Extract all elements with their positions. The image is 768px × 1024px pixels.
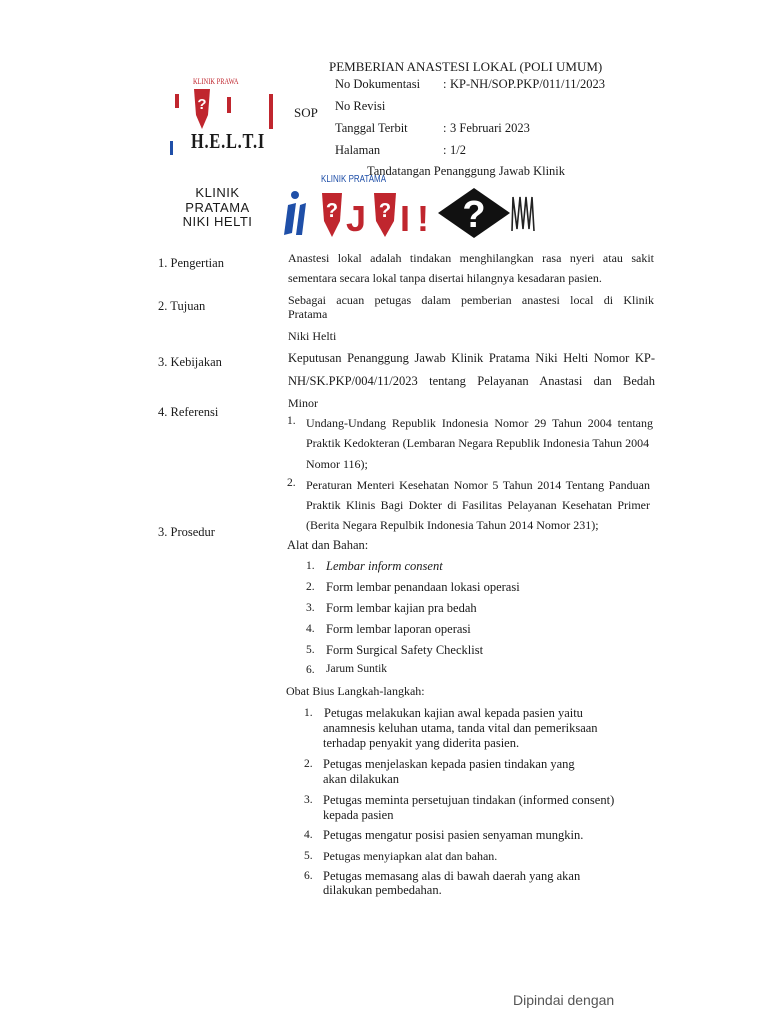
clinic-name-line2: PRATAMA xyxy=(185,200,250,215)
section-label-tujuan: 2. Tujuan xyxy=(158,299,206,313)
langkah-num-4: 4. xyxy=(304,829,313,841)
meta-label-tanggal-terbit: Tanggal Terbit xyxy=(335,121,408,135)
alat-num-4: 4. xyxy=(306,623,315,635)
logo-figure-icon xyxy=(191,87,213,131)
alat-num-1: 1. xyxy=(306,560,315,572)
logo-bar xyxy=(269,94,273,129)
svg-text:?: ? xyxy=(462,194,486,236)
langkah-4-line1: Petugas mengatur posisi pasien senyaman mungkin. xyxy=(323,828,584,842)
clinic-stamp-signature xyxy=(282,185,542,241)
langkah-2-line1: Petugas menjelaskan kepada pasien tindakan yang xyxy=(323,757,575,771)
alat-num-3: 3. xyxy=(306,602,315,614)
tujuan-line2: Pratama xyxy=(288,307,328,321)
kebijakan-line3: Minor xyxy=(288,396,318,410)
langkah-num-1: 1. xyxy=(304,707,313,719)
referensi-1-line2: Praktik Kedokteran (Lembaran Negara Republik Indonesia Tahun 2004 xyxy=(306,436,650,450)
tujuan-line3: Niki Helti xyxy=(288,329,337,343)
clinic-name-line3: NIKI HELTI xyxy=(182,214,253,229)
referensi-2-line1: Peraturan Menteri Kesehatan Nomor 5 Tahun 2014 Tentang Panduan xyxy=(306,478,650,492)
alat-item-5: Form Surgical Safety Checklist xyxy=(326,643,484,657)
section-label-referensi: 4. Referensi xyxy=(158,405,219,419)
langkah-2-line2: akan dilakukan xyxy=(323,772,400,786)
referensi-2-line2: Praktik Klinis Bagi Dokter di Fasilitas Pelayanan Kesehatan Primer xyxy=(306,498,650,512)
section-label-pengertian: 1. Pengertian xyxy=(158,256,224,270)
svg-text:!: ! xyxy=(417,198,429,239)
clinic-logo xyxy=(165,72,280,162)
referensi-num-2: 2. xyxy=(287,477,296,489)
pengertian-line2: sementara secara lokal tanpa disertai hilangnya kesadaran pasien. xyxy=(288,271,602,285)
langkah-num-3: 3. xyxy=(304,794,313,806)
scanner-watermark-text: Dipindai dengan xyxy=(513,992,615,1008)
logo-bar xyxy=(175,94,179,108)
document-title: PEMBERIAN ANASTESI LOKAL (POLI UMUM) xyxy=(329,59,603,74)
langkah-5-line1: Petugas menyiapkan alat dan bahan. xyxy=(323,849,498,863)
section-label-prosedur: 3. Prosedur xyxy=(158,525,215,539)
alat-num-5: 5. xyxy=(306,644,315,656)
svg-text:?: ? xyxy=(378,200,392,222)
langkah-num-6: 6. xyxy=(304,870,313,882)
langkah-3-line1: Petugas meminta persetujuan tindakan (informed consent) xyxy=(323,793,615,807)
logo-wordmark: H.E.L.T.I xyxy=(191,129,266,153)
meta-value-no-dokumentasi: KP-NH/SOP.PKP/011/11/2023 xyxy=(450,77,606,91)
signature-caption: Tandatangan Penanggung Jawab Klinik xyxy=(367,164,566,178)
stamp-caption: KLINIK PRATAMA xyxy=(321,174,387,185)
meta-value-halaman: 1/2 xyxy=(450,143,466,157)
langkah-3-line2: kepada pasien xyxy=(323,808,394,822)
referensi-num-1: 1. xyxy=(287,415,296,427)
meta-label-no-dokumentasi: No Dokumentasi xyxy=(335,77,421,91)
meta-colon: : xyxy=(443,121,447,135)
logo-caption: KLINIK PRAWA xyxy=(193,77,239,86)
referensi-1-line3: Nomor 116); xyxy=(306,457,368,471)
logo-blue-mark xyxy=(170,141,173,155)
referensi-2-line3: (Berita Negara Repulbik Indonesia Tahun 2014 Nomor 231); xyxy=(306,518,599,532)
svg-text:I: I xyxy=(400,198,411,239)
svg-text:?: ? xyxy=(325,200,339,222)
langkah-6-line1: Petugas memasang alas di bawah daerah yang akan xyxy=(323,869,581,883)
kebijakan-line1: Keputusan Penanggung Jawab Klinik Pratama Niki Helti Nomor KP- xyxy=(288,351,655,365)
clinic-name-line1: KLINIK xyxy=(195,185,240,200)
langkah-1-line2: anamnesis keluhan utama, tanda vital dan pemeriksaan xyxy=(323,721,598,735)
alat-heading: Alat dan Bahan: xyxy=(287,538,369,552)
meta-colon: : xyxy=(443,143,447,157)
meta-colon: : xyxy=(443,77,447,91)
langkah-num-2: 2. xyxy=(304,758,313,770)
meta-label-no-revisi: No Revisi xyxy=(335,99,386,113)
alat-item-6: Jarum Suntik xyxy=(326,663,388,675)
meta-value-tanggal-terbit: 3 Februari 2023 xyxy=(450,121,530,135)
alat-num-6: 6. xyxy=(306,664,315,676)
referensi-1-line1: Undang-Undang Republik Indonesia Nomor 29 Tahun 2004 tentang xyxy=(306,416,653,430)
pengertian-line1: Anastesi lokal adalah tindakan menghilangkan rasa nyeri atau sakit xyxy=(288,251,654,265)
langkah-1-line1: Petugas melakukan kajian awal kepada pasien yaitu xyxy=(324,706,583,720)
alat-num-2: 2. xyxy=(306,581,315,593)
meta-label-halaman: Halaman xyxy=(335,143,381,157)
svg-text:?: ? xyxy=(197,96,207,113)
langkah-heading: Obat Bius Langkah-langkah: xyxy=(286,684,425,698)
svg-text:J: J xyxy=(346,198,367,239)
kebijakan-line2: NH/SK.PKP/004/11/2023 tentang Pelayanan Anastasi dan Bedah xyxy=(288,374,655,388)
sop-label: SOP xyxy=(294,105,318,120)
logo-bar xyxy=(227,97,231,113)
langkah-6-line2: dilakukan pembedahan. xyxy=(323,883,442,897)
alat-item-3: Form lembar kajian pra bedah xyxy=(326,601,477,615)
alat-item-4: Form lembar laporan operasi xyxy=(326,622,471,636)
tujuan-line1: Sebagai acuan petugas dalam pemberian anastesi local di Klinik xyxy=(288,293,654,307)
langkah-1-line3: terhadap penyakit yang diderita pasien. xyxy=(323,736,520,750)
langkah-num-5: 5. xyxy=(304,850,313,862)
section-label-kebijakan: 3. Kebijakan xyxy=(158,355,222,369)
alat-item-2: Form lembar penandaan lokasi operasi xyxy=(326,580,520,594)
alat-item-1: Lembar inform consent xyxy=(326,559,443,573)
